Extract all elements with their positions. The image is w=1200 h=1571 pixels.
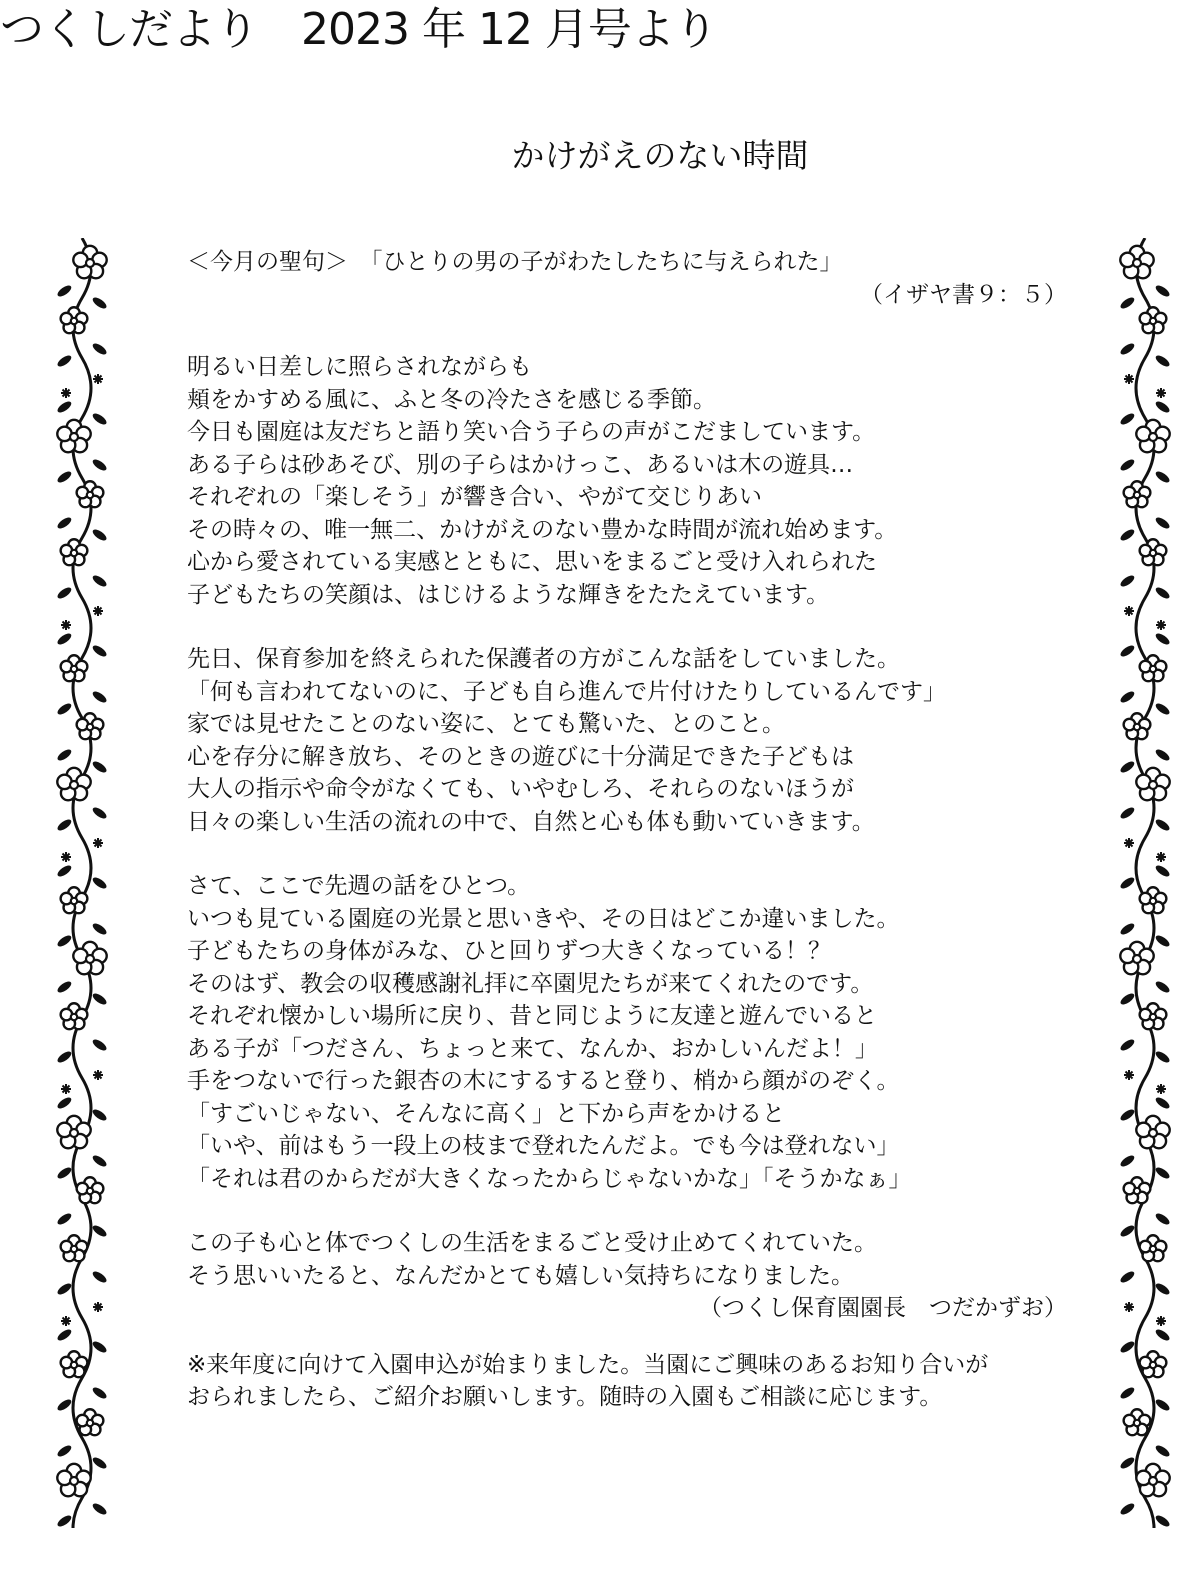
text-line: 「何も言われてないのに、子ども自ら進んで片付けたりしているんです」 xyxy=(187,678,946,705)
newsletter-header-title: つくしだより 2023 年 12 月号より xyxy=(0,4,717,55)
paragraph-1 xyxy=(187,351,1067,611)
text-line: そう思いいたると、なんだかとても嬉しい気持ちになりました。 xyxy=(187,1262,854,1289)
article-title: かけがえのない時間 xyxy=(511,136,809,175)
text-line: 家では見せたことのない姿に、とても驚いた、とのこと。 xyxy=(187,711,785,737)
text-line: そのはず、教会の収穫感謝礼拝に卒園児たちが来てくれたのです。 xyxy=(187,970,874,997)
text-line: 頬をかすめる風に、ふと冬の冷たさを感じる季節。 xyxy=(187,386,716,413)
text-line: その時々の、唯一無二、かけがえのない豊かな時間が流れ始めます。 xyxy=(187,516,898,543)
verse-line: ＜今月の聖句＞ 「ひとりの男の子がわたしたちに与えられた」 xyxy=(187,249,843,275)
text-line: 「それは君のからだが大きくなったからじゃないかな」「そうかなぁ」 xyxy=(187,1165,912,1192)
text-line: 子どもたちの身体がみな、ひと回りずつ大きくなっている！？ xyxy=(187,938,831,964)
text-line: この子も心と体でつくしの生活をまるごと受け止めてくれていた。 xyxy=(187,1230,877,1256)
text-line: 手をつないで行った銀杏の木にするすると登り、梢から顔がのぞく。 xyxy=(187,1068,900,1094)
text-line: 心から愛されている実感とともに、思いをまるごと受け入れられた xyxy=(187,549,877,575)
paragraph-3 xyxy=(187,870,1067,1195)
text-line: ある子が「つださん、ちょっと来て、なんか、おかしいんだよ！」 xyxy=(187,1035,878,1062)
flower-vine-icon xyxy=(1085,238,1200,1528)
text-line: 大人の指示や命令がなくても、いやむしろ、それらのないほうが xyxy=(187,776,854,802)
paragraph-2 xyxy=(187,643,1067,838)
enrollment-notice xyxy=(187,1349,1067,1414)
text-line: 「すごいじゃない、そんなに高く」と下から声をかけると xyxy=(187,1100,785,1127)
verse-source: （イザヤ書９：５） xyxy=(860,281,1067,308)
text-line: 「いや、前はもう一段上の枝まで登れたんだよ。でも今は登れない」 xyxy=(187,1133,900,1159)
text-line: おられましたら、ご紹介お願いします。随時の入園もご相談に応じます。 xyxy=(187,1384,943,1410)
text-line: それぞれの「楽しそう」が響き合い、やがて交じりあい xyxy=(187,484,762,510)
paragraph-4 xyxy=(187,1227,1067,1292)
flower-vine-icon xyxy=(22,238,142,1528)
text-line: 心を存分に解き放ち、そのときの遊びに十分満足できた子どもは xyxy=(187,743,854,770)
text-line: 子どもたちの笑顔は、はじけるような輝きをたたえています。 xyxy=(187,581,830,608)
text-line: 日々の楽しい生活の流れの中で、自然と心も体も動いていきます。 xyxy=(187,808,875,835)
text-line: さて、ここで先週の話をひとつ。 xyxy=(187,873,531,899)
text-line: 先日、保育参加を終えられた保護者の方がこんな話をしていました。 xyxy=(187,646,900,672)
author-signature: （つくし保育園園長 つだかずお） xyxy=(699,1295,1067,1321)
text-line: ある子らは砂あそび、別の子らはかけっこ、あるいは木の遊具… xyxy=(187,451,854,478)
text-line: いつも見ている園庭の光景と思いきや、その日はどこか違いました。 xyxy=(187,905,900,932)
text-line: ※来年度に向けて入園申込が始まりました。当園にご興味のあるお知り合いが xyxy=(187,1351,989,1378)
text-line: 明るい日差しに照らされながらも xyxy=(187,354,532,380)
text-line: 今日も園庭は友だちと語り笑い合う子らの声がこだましています。 xyxy=(187,419,876,445)
article-body xyxy=(187,246,1067,1414)
text-line: それぞれ懐かしい場所に戻り、昔と同じように友達と遊んでいると xyxy=(187,1003,877,1029)
